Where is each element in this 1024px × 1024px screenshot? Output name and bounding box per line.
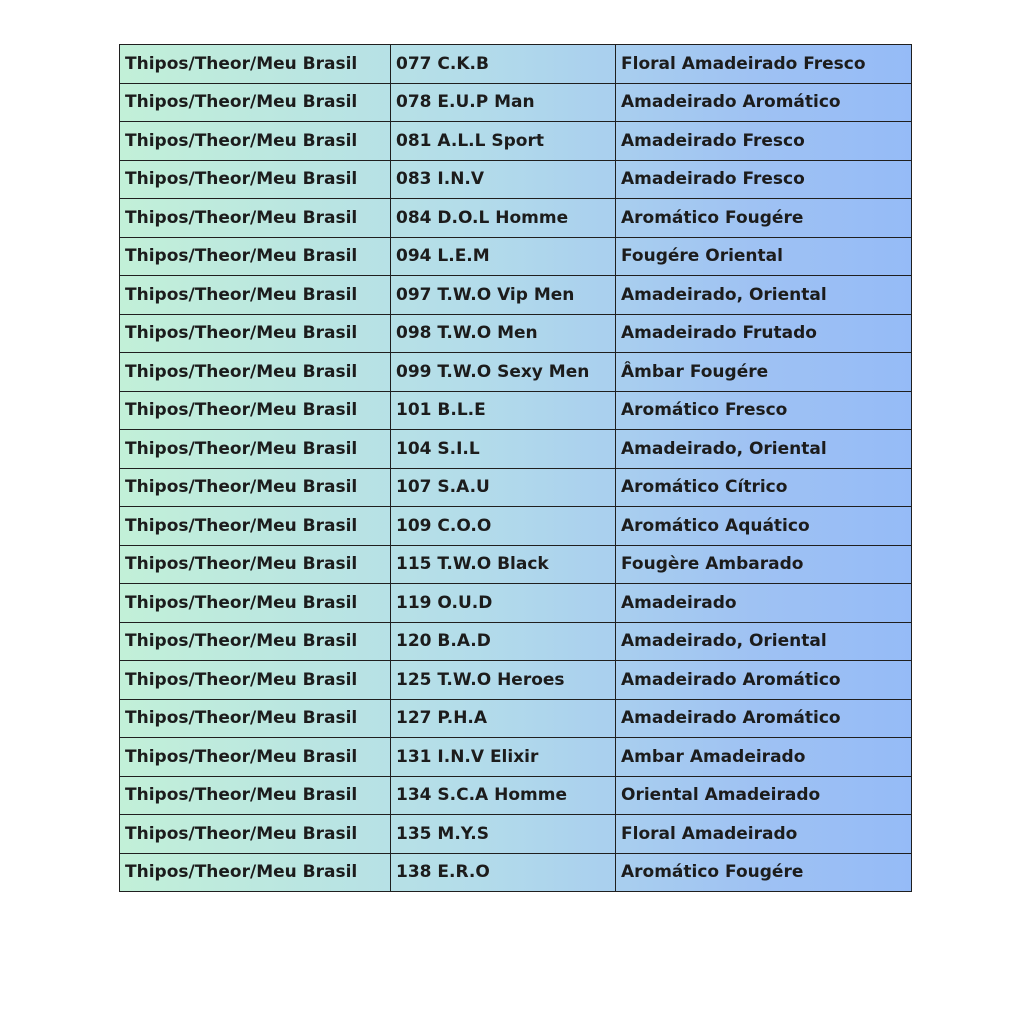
product-code-cell: 135 M.Y.S [391, 815, 616, 854]
brand-cell: Thipos/Theor/Meu Brasil [120, 391, 391, 430]
olfactory-family-cell: Amadeirado, Oriental [616, 430, 912, 469]
product-code-cell: 107 S.A.U [391, 468, 616, 507]
table-row [120, 391, 912, 430]
table-row [120, 699, 912, 738]
brand-cell: Thipos/Theor/Meu Brasil [120, 815, 391, 854]
product-code-cell: 084 D.O.L Homme [391, 199, 616, 238]
table-row [120, 815, 912, 854]
product-code-cell: 099 T.W.O Sexy Men [391, 353, 616, 392]
product-code-cell: 119 O.U.D [391, 584, 616, 623]
olfactory-family-cell: Aromático Fresco [616, 391, 912, 430]
olfactory-family-cell: Amadeirado [616, 584, 912, 623]
product-code-cell: 109 C.O.O [391, 507, 616, 546]
table-row [120, 122, 912, 161]
olfactory-family-cell: Ambar Amadeirado [616, 738, 912, 777]
brand-cell: Thipos/Theor/Meu Brasil [120, 430, 391, 469]
table-row [120, 276, 912, 315]
olfactory-family-cell: Amadeirado Fresco [616, 160, 912, 199]
brand-cell: Thipos/Theor/Meu Brasil [120, 314, 391, 353]
olfactory-family-cell: Floral Amadeirado [616, 815, 912, 854]
brand-cell: Thipos/Theor/Meu Brasil [120, 622, 391, 661]
table-row [120, 507, 912, 546]
product-code-cell: 104 S.I.L [391, 430, 616, 469]
table-row [120, 45, 912, 84]
table-row [120, 430, 912, 469]
table-row [120, 545, 912, 584]
olfactory-family-cell: Amadeirado Fresco [616, 122, 912, 161]
brand-cell: Thipos/Theor/Meu Brasil [120, 237, 391, 276]
fragrance-table [119, 44, 912, 892]
brand-cell: Thipos/Theor/Meu Brasil [120, 353, 391, 392]
table-row [120, 353, 912, 392]
product-code-cell: 127 P.H.A [391, 699, 616, 738]
table-row [120, 83, 912, 122]
product-code-cell: 077 C.K.B [391, 45, 616, 84]
product-code-cell: 120 B.A.D [391, 622, 616, 661]
product-code-cell: 101 B.L.E [391, 391, 616, 430]
table-row [120, 199, 912, 238]
product-code-cell: 134 S.C.A Homme [391, 776, 616, 815]
brand-cell: Thipos/Theor/Meu Brasil [120, 699, 391, 738]
brand-cell: Thipos/Theor/Meu Brasil [120, 584, 391, 623]
brand-cell: Thipos/Theor/Meu Brasil [120, 661, 391, 700]
olfactory-family-cell: Amadeirado Aromático [616, 83, 912, 122]
table-row [120, 237, 912, 276]
product-code-cell: 098 T.W.O Men [391, 314, 616, 353]
olfactory-family-cell: Fougére Oriental [616, 237, 912, 276]
olfactory-family-cell: Amadeirado Aromático [616, 699, 912, 738]
product-code-cell: 094 L.E.M [391, 237, 616, 276]
brand-cell: Thipos/Theor/Meu Brasil [120, 545, 391, 584]
product-code-cell: 097 T.W.O Vip Men [391, 276, 616, 315]
product-code-cell: 138 E.R.O [391, 853, 616, 892]
brand-cell: Thipos/Theor/Meu Brasil [120, 776, 391, 815]
table-row [120, 738, 912, 777]
brand-cell: Thipos/Theor/Meu Brasil [120, 160, 391, 199]
table-row [120, 853, 912, 892]
olfactory-family-cell: Aromático Cítrico [616, 468, 912, 507]
table-row [120, 314, 912, 353]
olfactory-family-cell: Aromático Fougére [616, 853, 912, 892]
olfactory-family-cell: Amadeirado, Oriental [616, 276, 912, 315]
table-row [120, 661, 912, 700]
table-row [120, 160, 912, 199]
brand-cell: Thipos/Theor/Meu Brasil [120, 276, 391, 315]
olfactory-family-cell: Oriental Amadeirado [616, 776, 912, 815]
brand-cell: Thipos/Theor/Meu Brasil [120, 468, 391, 507]
olfactory-family-cell: Amadeirado Aromático [616, 661, 912, 700]
olfactory-family-cell: Âmbar Fougére [616, 353, 912, 392]
brand-cell: Thipos/Theor/Meu Brasil [120, 122, 391, 161]
olfactory-family-cell: Amadeirado Frutado [616, 314, 912, 353]
brand-cell: Thipos/Theor/Meu Brasil [120, 45, 391, 84]
table-row [120, 584, 912, 623]
brand-cell: Thipos/Theor/Meu Brasil [120, 738, 391, 777]
brand-cell: Thipos/Theor/Meu Brasil [120, 83, 391, 122]
product-code-cell: 083 I.N.V [391, 160, 616, 199]
product-code-cell: 115 T.W.O Black [391, 545, 616, 584]
table-row [120, 622, 912, 661]
olfactory-family-cell: Amadeirado, Oriental [616, 622, 912, 661]
brand-cell: Thipos/Theor/Meu Brasil [120, 853, 391, 892]
product-code-cell: 078 E.U.P Man [391, 83, 616, 122]
olfactory-family-cell: Fougère Ambarado [616, 545, 912, 584]
olfactory-family-cell: Floral Amadeirado Fresco [616, 45, 912, 84]
olfactory-family-cell: Aromático Fougére [616, 199, 912, 238]
fragrance-table-container [119, 44, 911, 892]
table-body [120, 45, 912, 892]
table-row [120, 468, 912, 507]
product-code-cell: 125 T.W.O Heroes [391, 661, 616, 700]
olfactory-family-cell: Aromático Aquático [616, 507, 912, 546]
brand-cell: Thipos/Theor/Meu Brasil [120, 199, 391, 238]
brand-cell: Thipos/Theor/Meu Brasil [120, 507, 391, 546]
table-row [120, 776, 912, 815]
product-code-cell: 131 I.N.V Elixir [391, 738, 616, 777]
product-code-cell: 081 A.L.L Sport [391, 122, 616, 161]
